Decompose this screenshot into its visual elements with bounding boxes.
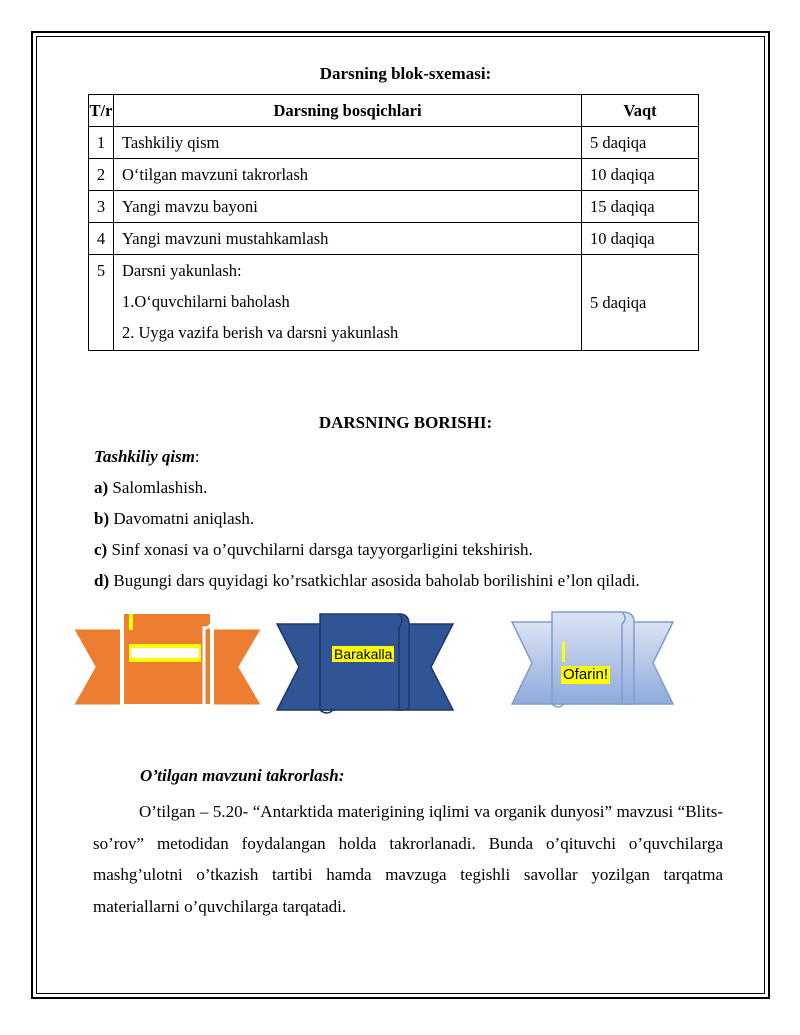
- org-heading: Tashkiliy qism: [94, 447, 195, 466]
- list-item-text: Bugungi dars quyidagi ko’rsatkichlar asosida baholab borilishini e’lon qiladi.: [109, 571, 640, 590]
- list-item: [94, 503, 723, 534]
- list-item-label: c): [94, 540, 108, 559]
- row-number: 4: [89, 223, 114, 255]
- ribbon-light-blue: [510, 608, 675, 712]
- row-stage: Yangi mavzuni mustahkamlash: [114, 223, 582, 255]
- review-title: O’tilgan mavzuni takrorlash:: [140, 766, 345, 785]
- row-stage: [114, 255, 582, 351]
- row-stage: Yangi mavzu bayoni: [114, 191, 582, 223]
- rating-ribbons: [70, 610, 690, 720]
- row-stage: O‘tilgan mavzuni takrorlash: [114, 159, 582, 191]
- row-time: 10 daqiqa: [582, 223, 699, 255]
- row-number: 1: [89, 127, 114, 159]
- list-item: [94, 472, 723, 503]
- ribbon-orange: [70, 610, 265, 716]
- list-item-text: Sinf xonasi va o’quvchilarni darsga tayyorgarligini tekshirish.: [107, 540, 533, 559]
- lesson-plan-table: [88, 94, 699, 351]
- list-item-label: d): [94, 571, 110, 590]
- header-time: Vaqt: [582, 95, 699, 127]
- list-item: [94, 534, 723, 565]
- ribbon-blue-label: Barakalla: [334, 646, 393, 662]
- ribbon-light-blue-shape: [510, 608, 675, 712]
- ribbon-blue-shape: [275, 610, 455, 716]
- row-time: 5 daqiqa: [582, 127, 699, 159]
- row-stage-line: 2. Uyga vazifa berish va darsni yakunlash: [122, 323, 399, 342]
- table-row: [89, 127, 699, 159]
- row-time: 10 daqiqa: [582, 159, 699, 191]
- list-item-label: a): [94, 478, 109, 497]
- table-row: [89, 191, 699, 223]
- row-stage-line: 1.O‘quvchilarni baholash: [122, 292, 290, 311]
- table-row: [89, 223, 699, 255]
- row-number: 3: [89, 191, 114, 223]
- table-title: Darsning blok-sxemasi:: [319, 64, 492, 83]
- row-time: 5 daqiqa: [582, 255, 699, 351]
- row-stage-line: Darsni yakunlash:: [122, 261, 242, 280]
- header-stages: Darsning bosqichlari: [114, 95, 582, 127]
- list-item-text: Davomatni aniqlash.: [109, 509, 255, 528]
- ribbon-light-blue-label: Ofarin!: [563, 666, 609, 683]
- row-number-text: 5: [96, 261, 106, 280]
- list-item-label: b): [94, 509, 110, 528]
- page-content: [88, 64, 723, 596]
- table-row: [89, 159, 699, 191]
- table-header-row: [89, 95, 699, 127]
- list-item: [94, 565, 723, 596]
- org-heading-suffix: :: [194, 447, 200, 466]
- section-title: DARSNING BORISHI:: [318, 413, 493, 432]
- row-time: 15 daqiqa: [582, 191, 699, 223]
- row-number: [89, 255, 114, 351]
- review-paragraph: O’tilgan – 5.20- “Antarktida materigining iqlimi va organik dunyosi” mavzusi “Blits-so’rov” metodidan foydalangan holda takrorlanadi. Bunda o’qituvchi o’quvchilarga mashg’ulotni o’tkazish tartibi hamda mavzuga tegishli savollar yozilgan tarqatma materiallarni o’quvchilarga tarqatadi.: [93, 802, 723, 916]
- list-item-text: Salomlashish.: [108, 478, 208, 497]
- org-heading-line: [94, 441, 723, 472]
- header-number: T/r: [89, 95, 114, 127]
- row-number: 2: [89, 159, 114, 191]
- ribbon-blue: [275, 610, 455, 716]
- table-row: [89, 255, 699, 351]
- row-stage: Tashkiliy qism: [114, 127, 582, 159]
